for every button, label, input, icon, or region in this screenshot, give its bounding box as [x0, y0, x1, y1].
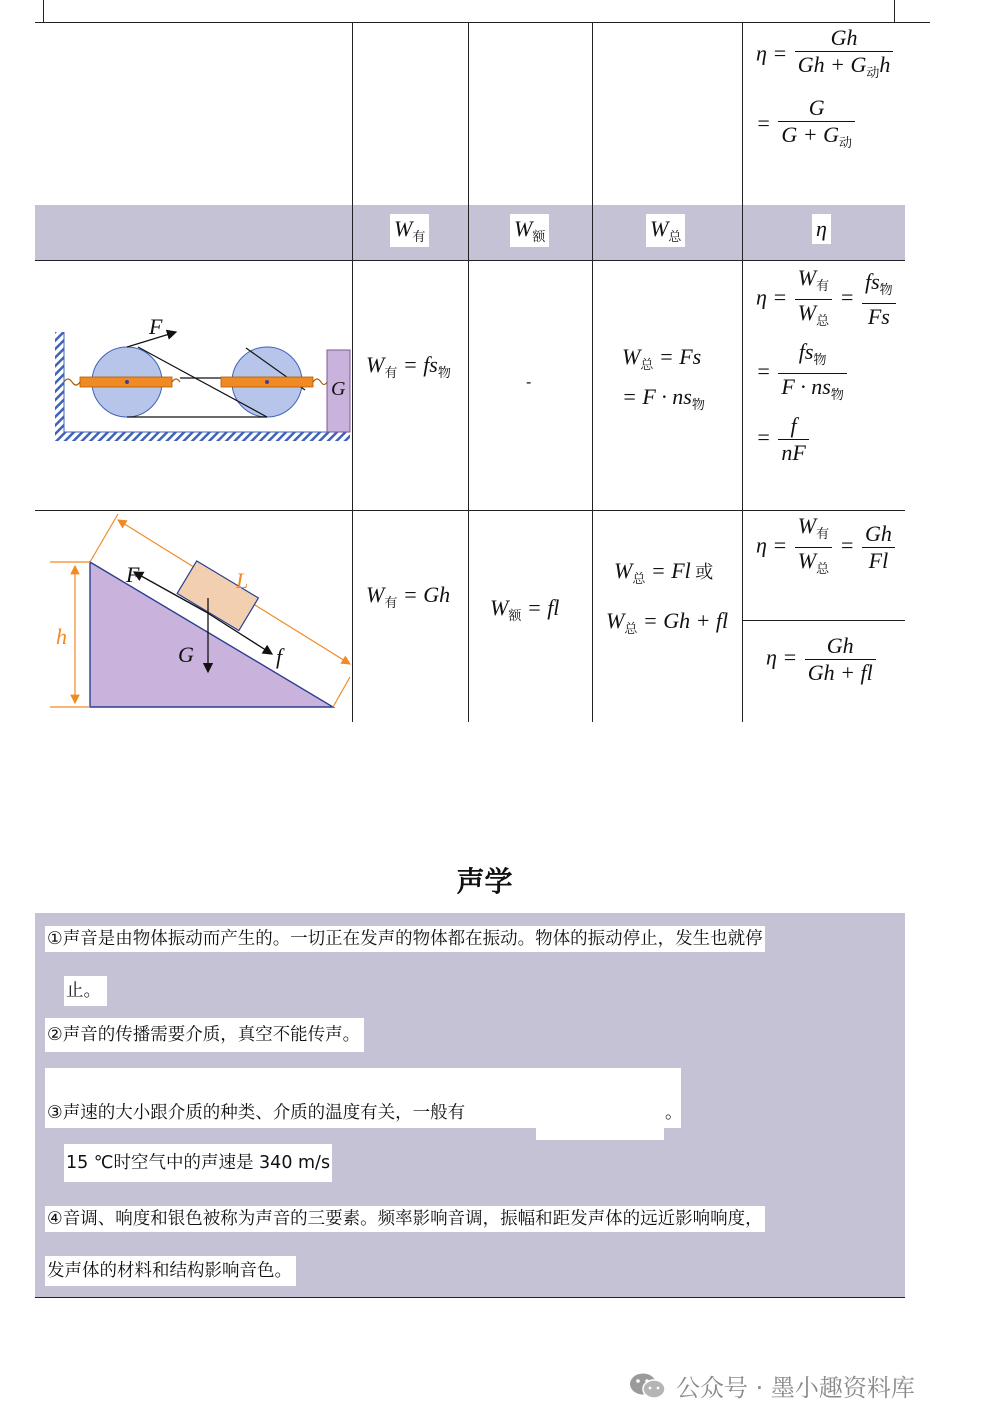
row1-extra-work: -	[526, 372, 532, 391]
header-efficiency: η	[812, 214, 831, 244]
note-3-text: ③声速的大小跟介质的种类、介质的温度有关，一般有	[47, 1103, 466, 1123]
eta-row1-line2: = $\frac{fs_物}{F \cdot ns_物}$	[756, 340, 849, 407]
eta-row0-line2: = $\frac{G}{G + G_动}$	[756, 96, 857, 155]
row2-useful-work: $W_有 = Gh$	[366, 582, 451, 610]
eta-row2-line1: η = $\frac{W_有}{W_总}$ = $\frac{Gh}{Fl}$	[756, 514, 897, 581]
note-3-blank	[536, 1114, 664, 1140]
note-3-end: 。	[665, 1103, 683, 1123]
page-edge-left	[43, 0, 44, 22]
eta-row1-line3: = $\frac{f}{nF}$	[756, 414, 811, 465]
note-1-line2: 止。	[64, 976, 107, 1006]
header-band	[35, 205, 905, 260]
row-divider-1	[35, 260, 905, 261]
eta-row2-line2: η = $\frac{Gh}{Gh + fl}$	[766, 634, 878, 685]
label-height: h	[56, 624, 67, 649]
label-weight: G	[178, 642, 194, 667]
section-title: 声学	[456, 865, 513, 898]
eta-row1-line1: η = $\frac{W_有}{W_总}$ = $\frac{fs_物}{Fs}$	[756, 266, 898, 333]
note-3-box	[45, 1068, 681, 1128]
row2-total-work-2: $W_总 = Gh$ + fl	[606, 608, 729, 636]
eta-row0-line1: η = $\frac{Gh}{Gh + G_动h}$	[756, 26, 895, 85]
row1-useful-work: $W_有 = fs_物$	[366, 352, 451, 380]
wechat-icon	[628, 1371, 668, 1401]
col-divider-1	[352, 22, 353, 722]
note-2: ②声音的传播需要介质，真空不能传声。	[45, 1018, 364, 1052]
label-force: F	[149, 314, 163, 339]
note-4-line1: ④音调、响度和银色被称为声音的三要素。频率影响音调，振幅和距发声体的远近影响响度，	[45, 1206, 765, 1232]
wall-hatch	[55, 332, 64, 440]
label-friction: f	[276, 644, 283, 669]
row-divider-2	[35, 510, 905, 511]
label-pull-force: F	[126, 562, 140, 587]
header-total-work: $W_总$	[646, 214, 685, 247]
label-weight: G	[331, 378, 346, 400]
watermark	[628, 1368, 915, 1403]
note-4-line2: 发声体的材料和结构影响音色。	[45, 1256, 296, 1286]
incline-diagram	[48, 512, 352, 717]
col-divider-3	[592, 22, 593, 722]
horizontal-pulley-diagram	[50, 310, 352, 445]
col-divider-4	[742, 22, 743, 722]
floor-hatch	[55, 432, 350, 441]
row2-extra-work: $W_额$ = fl	[490, 595, 560, 623]
note-1-line1: ①声音是由物体振动而产生的。一切正在发声的物体都在振动。物体的振动停止，发生也就停	[45, 926, 765, 952]
table-top-border	[35, 22, 930, 23]
header-useful-work: $W_有$	[390, 214, 429, 247]
page-edge-right	[894, 0, 895, 22]
notes-bottom-border	[35, 1297, 905, 1298]
label-length: L	[236, 568, 249, 593]
header-extra-work: $W_额$	[510, 214, 549, 247]
row1-total-work-2: = $F \cdot ns_物$	[622, 384, 705, 412]
row-divider-eta	[742, 620, 905, 621]
col-divider-2	[468, 22, 469, 722]
row1-total-work-1: $W_总 = Fs$	[622, 344, 702, 372]
row2-total-work-1: $W_总 = Fl$ 或	[614, 558, 714, 586]
watermark-text: 公众号 · 墨小趣资料库	[676, 1374, 915, 1402]
note-3-detail: 15 ℃时空气中的声速是 340 m/s	[64, 1144, 332, 1182]
